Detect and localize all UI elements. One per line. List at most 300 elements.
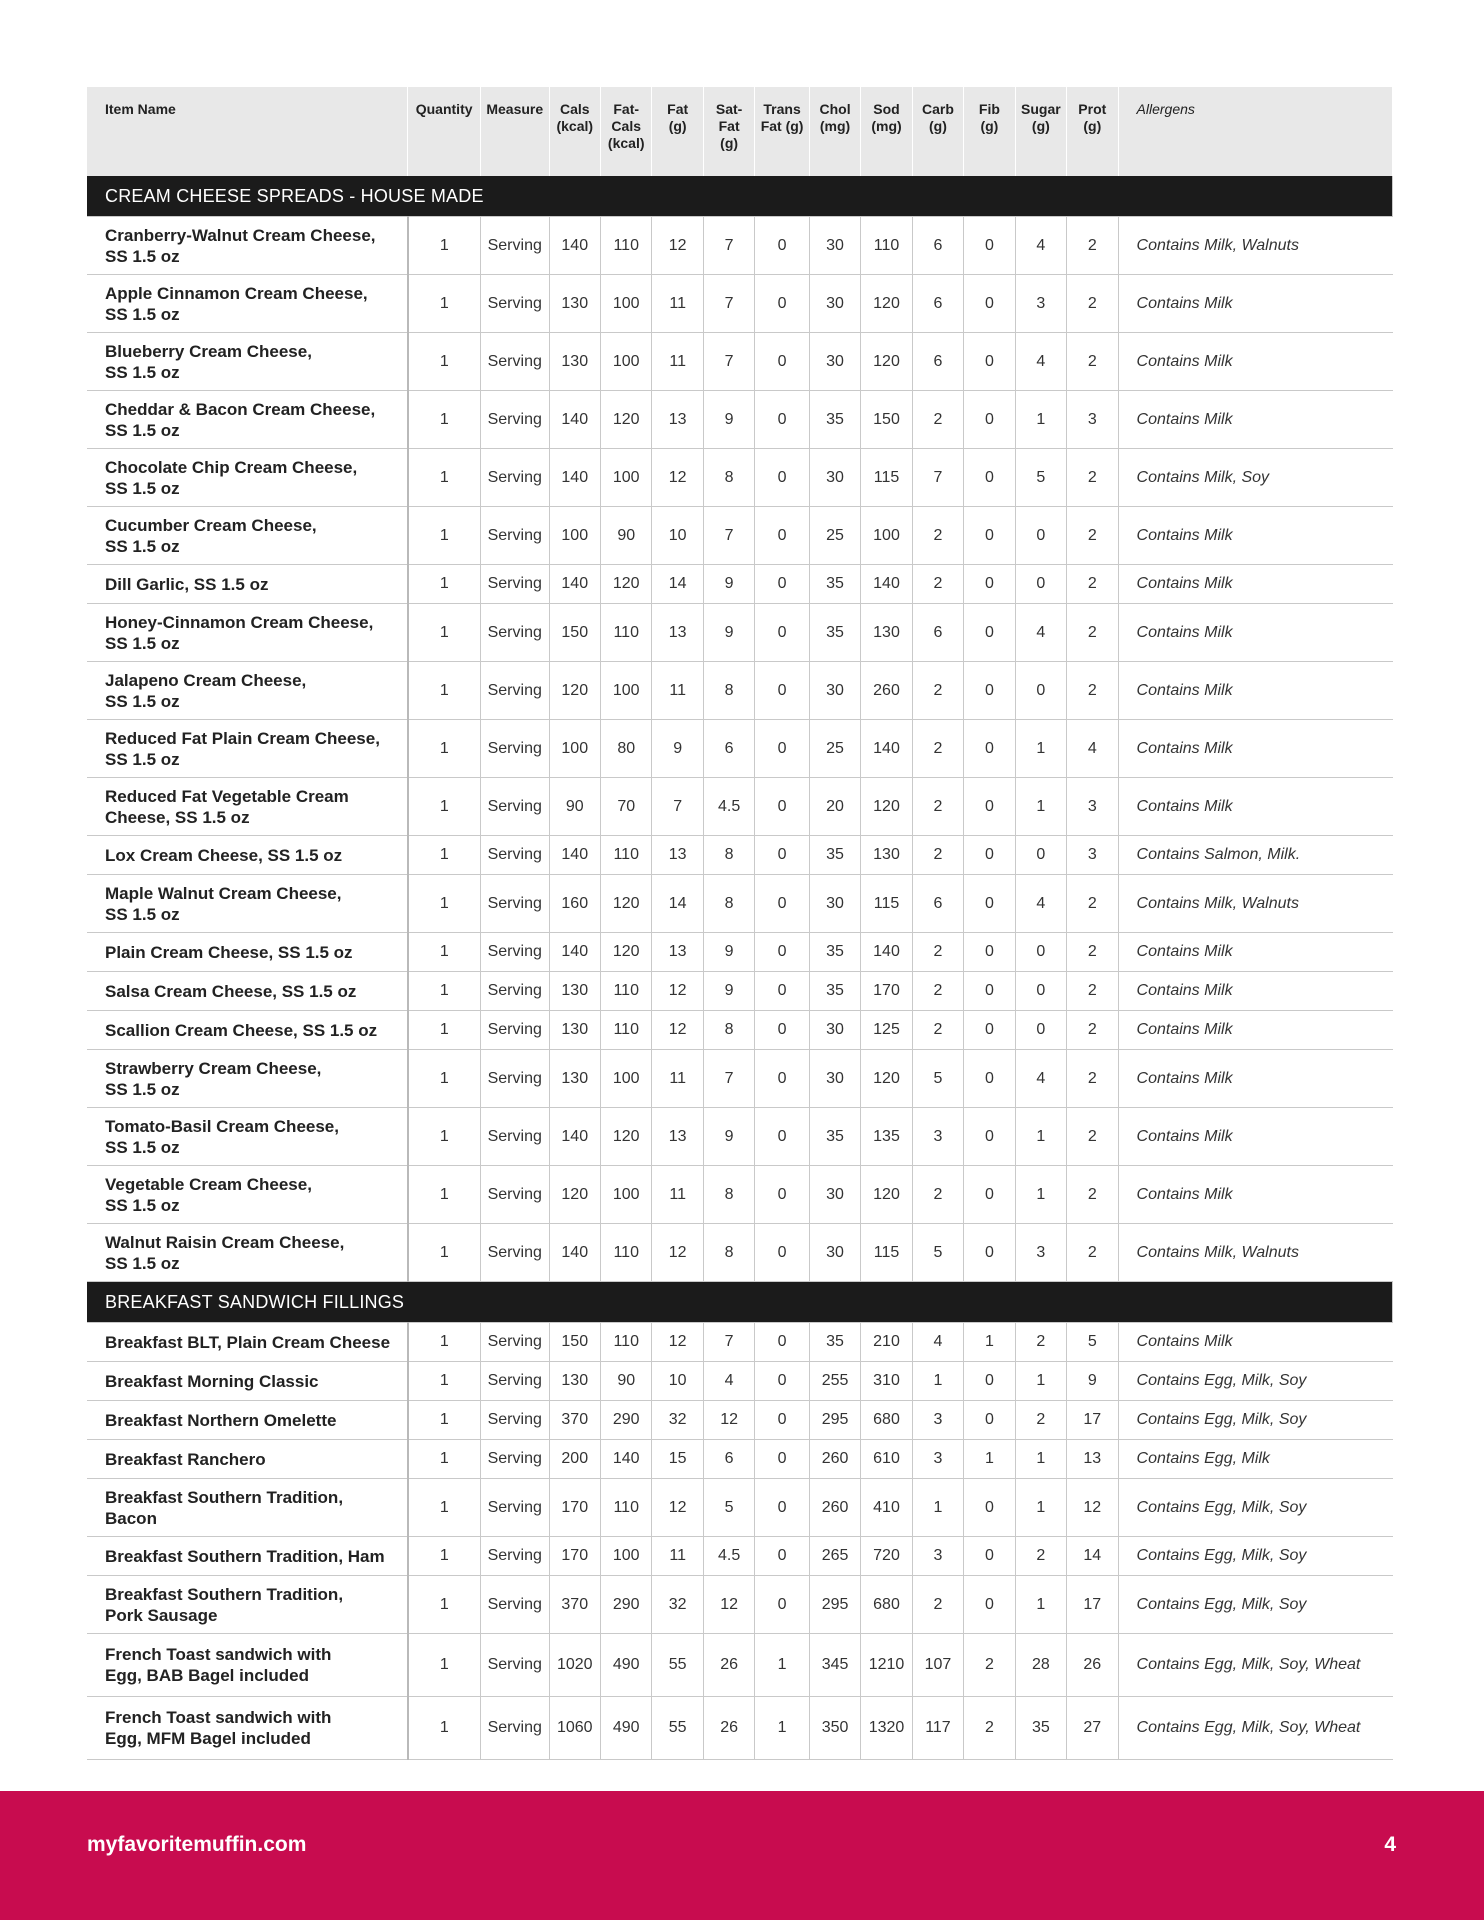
value-cell: 1 [408,836,481,875]
value-cell: 2 [1067,275,1118,333]
value-cell: 1 [408,1050,481,1108]
value-cell: 345 [809,1634,860,1697]
item-name-line: Strawberry Cream Cheese, [105,1058,322,1078]
value-cell: 140 [549,1224,600,1282]
nutrition-table-container [87,87,1393,1760]
value-cell: 3 [912,1440,963,1479]
value-cell: 0 [964,507,1015,565]
value-cell: 11 [652,1050,703,1108]
value-cell: 0 [755,875,809,933]
value-cell: 1 [408,1537,481,1576]
item-name-line: Cheese, SS 1.5 oz [105,807,250,827]
table-row [87,1166,1393,1224]
value-cell: 2 [1067,875,1118,933]
value-cell: 12 [703,1576,754,1634]
value-cell: 130 [549,1050,600,1108]
value-cell: Serving [480,275,549,333]
item-name-cell [87,217,408,275]
value-cell: 2 [912,1166,963,1224]
allergen-cell: Contains Egg, Milk, Soy [1118,1401,1392,1440]
value-cell: 2 [1067,1166,1118,1224]
value-cell: 2 [912,662,963,720]
column-header-line: (g) [1083,118,1102,134]
item-name-line: Breakfast Southern Tradition, [105,1487,344,1507]
item-name-line: Breakfast Southern Tradition, Ham [105,1546,385,1566]
item-name-line: SS 1.5 oz [105,1253,180,1273]
table-row [87,836,1393,875]
value-cell: 4 [1015,875,1066,933]
item-name-cell [87,1050,408,1108]
value-cell: 35 [809,391,860,449]
value-cell: Serving [480,391,549,449]
value-cell: 1 [408,1323,481,1362]
item-name-cell [87,1362,408,1401]
value-cell: 110 [600,604,651,662]
value-cell: 115 [861,875,912,933]
value-cell: 90 [600,507,651,565]
value-cell: 120 [600,933,651,972]
value-cell: 1 [755,1697,809,1760]
value-cell: 7 [703,1323,754,1362]
item-name-cell [87,275,408,333]
allergen-cell: Contains Milk [1118,1050,1392,1108]
value-cell: 6 [703,1440,754,1479]
value-cell: 1 [964,1440,1015,1479]
value-cell: 125 [861,1011,912,1050]
value-cell: 20 [809,778,860,836]
value-cell: 35 [809,565,860,604]
item-name-line: French Toast sandwich with [105,1708,332,1727]
allergen-cell: Contains Milk [1118,507,1392,565]
value-cell: Serving [480,662,549,720]
value-cell: Serving [480,333,549,391]
value-cell: 9 [703,972,754,1011]
value-cell: 4 [703,1362,754,1401]
value-cell: 4 [912,1323,963,1362]
value-cell: 2 [912,391,963,449]
value-cell: 11 [652,333,703,391]
value-cell: 25 [809,507,860,565]
value-cell: 8 [703,875,754,933]
item-name-cell [87,1166,408,1224]
item-name-cell [87,449,408,507]
allergen-cell: Contains Egg, Milk, Soy [1118,1537,1392,1576]
value-cell: 0 [964,1050,1015,1108]
value-cell: 0 [964,972,1015,1011]
allergen-cell: Contains Milk [1118,1011,1392,1050]
value-cell: 0 [964,836,1015,875]
value-cell: 130 [549,1011,600,1050]
value-cell: 135 [861,1108,912,1166]
table-body [87,176,1393,1760]
value-cell: 1 [964,1323,1015,1362]
item-name-line: Egg, BAB Bagel included [105,1666,310,1685]
value-cell: 13 [652,1108,703,1166]
allergen-cell: Contains Salmon, Milk. [1118,836,1392,875]
value-cell: 1 [408,1401,481,1440]
item-name-line: French Toast sandwich with [105,1645,332,1664]
value-cell: 100 [549,720,600,778]
value-cell: 0 [755,720,809,778]
value-cell: 5 [703,1479,754,1537]
column-header [861,87,912,176]
item-name-line: Tomato-Basil Cream Cheese, [105,1116,339,1136]
value-cell: 0 [964,1224,1015,1282]
value-cell: 26 [703,1697,754,1760]
value-cell: 12 [652,972,703,1011]
value-cell: 100 [600,1050,651,1108]
value-cell: Serving [480,1401,549,1440]
column-header-line: Fib [978,101,1000,117]
value-cell: 17 [1067,1401,1118,1440]
value-cell: 30 [809,449,860,507]
value-cell: 2 [1067,972,1118,1011]
page-footer [0,1791,1484,1920]
table-row [87,778,1393,836]
value-cell: 0 [755,391,809,449]
value-cell: 130 [549,972,600,1011]
value-cell: Serving [480,1050,549,1108]
value-cell: 12 [652,1224,703,1282]
value-cell: 12 [652,449,703,507]
value-cell: 35 [809,1323,860,1362]
value-cell: 8 [703,449,754,507]
allergen-cell: Contains Milk [1118,933,1392,972]
value-cell: Serving [480,836,549,875]
header-row [87,87,1393,176]
value-cell: 260 [861,662,912,720]
value-cell: Serving [480,1011,549,1050]
item-name-line: SS 1.5 oz [105,362,180,382]
value-cell: 0 [755,449,809,507]
value-cell: 370 [549,1401,600,1440]
value-cell: 30 [809,217,860,275]
value-cell: 9 [703,933,754,972]
item-name-line: Vegetable Cream Cheese, [105,1174,312,1194]
allergen-cell: Contains Egg, Milk, Soy, Wheat [1118,1634,1392,1697]
item-name-line: Dill Garlic, SS 1.5 oz [105,574,269,594]
value-cell: 210 [861,1323,912,1362]
value-cell: Serving [480,1634,549,1697]
allergen-cell: Contains Egg, Milk, Soy [1118,1576,1392,1634]
item-name-cell [87,1440,408,1479]
table-row [87,1323,1393,1362]
allergen-cell: Contains Milk, Walnuts [1118,217,1392,275]
value-cell: 13 [652,391,703,449]
value-cell: 130 [549,275,600,333]
value-cell: 9 [703,1108,754,1166]
value-cell: 260 [809,1479,860,1537]
item-name-line: SS 1.5 oz [105,749,180,769]
value-cell: 1 [1015,778,1066,836]
value-cell: 2 [1067,604,1118,662]
value-cell: 0 [964,1537,1015,1576]
value-cell: 13 [652,836,703,875]
value-cell: 9 [703,391,754,449]
column-header-line: Prot [1078,101,1107,117]
value-cell: 140 [549,565,600,604]
value-cell: 120 [600,565,651,604]
value-cell: 0 [755,275,809,333]
item-name-line: Walnut Raisin Cream Cheese, [105,1232,345,1252]
table-row [87,933,1393,972]
value-cell: 110 [600,1011,651,1050]
value-cell: 140 [861,565,912,604]
value-cell: 1 [408,1108,481,1166]
column-header-line: Sod [873,101,900,117]
value-cell: 4.5 [703,1537,754,1576]
column-header-line: (mg) [819,118,851,134]
value-cell: 1 [408,1011,481,1050]
value-cell: 1 [408,1697,481,1760]
nutrition-table [87,87,1393,1760]
table-row [87,217,1393,275]
value-cell: 35 [809,604,860,662]
allergen-cell: Contains Milk [1118,720,1392,778]
value-cell: 27 [1067,1697,1118,1760]
value-cell: 8 [703,836,754,875]
value-cell: 0 [964,565,1015,604]
value-cell: 13 [652,933,703,972]
footer-page-number: 4 [1384,1833,1396,1856]
value-cell: 2 [1015,1537,1066,1576]
value-cell: Serving [480,1323,549,1362]
item-name-line: SS 1.5 oz [105,536,180,556]
allergen-cell: Contains Milk [1118,333,1392,391]
value-cell: 110 [600,972,651,1011]
table-row [87,604,1393,662]
value-cell: 1 [408,662,481,720]
column-header-line: Fat [718,118,740,134]
value-cell: 150 [549,1323,600,1362]
item-name-cell [87,333,408,391]
value-cell: 200 [549,1440,600,1479]
value-cell: 9 [1067,1362,1118,1401]
value-cell: 1320 [861,1697,912,1760]
value-cell: 30 [809,275,860,333]
value-cell: 0 [964,449,1015,507]
column-header-line: Cals [611,118,641,134]
column-header-line: Measure [486,101,544,117]
value-cell: 11 [652,275,703,333]
value-cell: 8 [703,1166,754,1224]
column-header-line: (g) [980,118,999,134]
value-cell: 0 [964,1362,1015,1401]
item-name-line: SS 1.5 oz [105,478,180,498]
value-cell: 295 [809,1576,860,1634]
value-cell: 12 [1067,1479,1118,1537]
value-cell: 1 [408,1224,481,1282]
table-row [87,449,1393,507]
value-cell: 1060 [549,1697,600,1760]
value-cell: 0 [755,1479,809,1537]
value-cell: 1 [408,391,481,449]
value-cell: 6 [912,275,963,333]
value-cell: 3 [912,1401,963,1440]
value-cell: 0 [755,217,809,275]
column-header [600,87,651,176]
allergen-cell: Contains Egg, Milk, Soy [1118,1362,1392,1401]
column-header [408,87,481,176]
table-row [87,1440,1393,1479]
value-cell: 0 [755,972,809,1011]
value-cell: 2 [964,1634,1015,1697]
item-name-line: Honey-Cinnamon Cream Cheese, [105,612,374,632]
value-cell: 14 [652,875,703,933]
value-cell: 30 [809,875,860,933]
value-cell: 55 [652,1634,703,1697]
value-cell: 0 [755,1224,809,1282]
column-header-line: Trans [763,101,801,117]
value-cell: 12 [652,1323,703,1362]
value-cell: 28 [1015,1634,1066,1697]
item-name-cell [87,720,408,778]
item-name-line: Apple Cinnamon Cream Cheese, [105,283,368,303]
table-row [87,1011,1393,1050]
value-cell: 140 [861,933,912,972]
value-cell: 10 [652,507,703,565]
value-cell: Serving [480,604,549,662]
table-row [87,1050,1393,1108]
table-row [87,275,1393,333]
value-cell: 490 [600,1634,651,1697]
value-cell: 170 [549,1537,600,1576]
value-cell: 1 [408,275,481,333]
value-cell: 12 [652,1011,703,1050]
value-cell: 490 [600,1697,651,1760]
value-cell: 0 [964,1479,1015,1537]
value-cell: 140 [600,1440,651,1479]
value-cell: 130 [549,333,600,391]
column-header-line: (kcal) [556,118,594,134]
value-cell: 4.5 [703,778,754,836]
value-cell: 0 [755,1323,809,1362]
item-name-line: SS 1.5 oz [105,1195,180,1215]
value-cell: Serving [480,565,549,604]
column-header-line: (kcal) [607,135,645,151]
value-cell: 100 [600,449,651,507]
value-cell: Serving [480,933,549,972]
allergen-cell: Contains Milk [1118,604,1392,662]
item-name-cell [87,604,408,662]
value-cell: 9 [703,565,754,604]
item-name-cell [87,836,408,875]
value-cell: Serving [480,1537,549,1576]
allergen-cell: Contains Milk, Soy [1118,449,1392,507]
value-cell: Serving [480,1440,549,1479]
table-row [87,875,1393,933]
value-cell: 0 [1015,933,1066,972]
value-cell: 90 [549,778,600,836]
value-cell: 120 [861,1050,912,1108]
value-cell: 1 [408,875,481,933]
value-cell: 120 [600,1108,651,1166]
item-name-line: Lox Cream Cheese, SS 1.5 oz [105,845,343,865]
value-cell: 3 [1015,1224,1066,1282]
value-cell: 350 [809,1697,860,1760]
value-cell: 115 [861,1224,912,1282]
value-cell: 4 [1015,1050,1066,1108]
value-cell: 90 [600,1362,651,1401]
value-cell: 120 [861,333,912,391]
value-cell: 0 [1015,836,1066,875]
value-cell: Serving [480,720,549,778]
value-cell: 0 [964,1166,1015,1224]
value-cell: 1 [408,217,481,275]
value-cell: 6 [912,333,963,391]
item-name-line: SS 1.5 oz [105,420,180,440]
section-title: CREAM CHEESE SPREADS - HOUSE MADE [87,176,1393,217]
value-cell: 290 [600,1576,651,1634]
item-name-cell [87,778,408,836]
value-cell: 0 [964,1576,1015,1634]
allergen-cell: Contains Milk [1118,972,1392,1011]
value-cell: 5 [1067,1323,1118,1362]
item-name-line: SS 1.5 oz [105,304,180,324]
column-header-line: Sugar [1021,101,1061,117]
item-name-line: Plain Cream Cheese, SS 1.5 oz [105,942,353,962]
value-cell: 0 [964,875,1015,933]
value-cell: 2 [912,507,963,565]
allergen-cell: Contains Milk [1118,391,1392,449]
value-cell: 1 [1015,1479,1066,1537]
item-name-cell [87,1401,408,1440]
item-name-line: SS 1.5 oz [105,904,180,924]
item-name-cell [87,1479,408,1537]
value-cell: 14 [652,565,703,604]
value-cell: 35 [809,1108,860,1166]
value-cell: 1020 [549,1634,600,1697]
value-cell: 1 [408,933,481,972]
item-name-cell [87,1108,408,1166]
column-header [755,87,809,176]
value-cell: 1 [1015,1576,1066,1634]
value-cell: 0 [1015,565,1066,604]
value-cell: 7 [912,449,963,507]
value-cell: 32 [652,1576,703,1634]
value-cell: 12 [703,1401,754,1440]
item-name-line: SS 1.5 oz [105,1079,180,1099]
column-header [480,87,549,176]
allergen-cell: Contains Milk [1118,275,1392,333]
value-cell: 130 [861,836,912,875]
item-name-cell [87,1576,408,1634]
table-row [87,1401,1393,1440]
value-cell: 1 [1015,720,1066,778]
value-cell: 680 [861,1401,912,1440]
item-name-line: Maple Walnut Cream Cheese, [105,883,342,903]
value-cell: 1 [912,1362,963,1401]
item-name-cell [87,972,408,1011]
item-name-cell [87,875,408,933]
value-cell: 0 [755,565,809,604]
allergen-cell: Contains Milk [1118,565,1392,604]
value-cell: 0 [755,1166,809,1224]
value-cell: 107 [912,1634,963,1697]
column-header [1067,87,1118,176]
value-cell: 120 [861,1166,912,1224]
value-cell: 1 [408,1634,481,1697]
value-cell: 100 [549,507,600,565]
value-cell: 2 [1015,1323,1066,1362]
column-header-line: (g) [1031,118,1050,134]
value-cell: 55 [652,1697,703,1760]
item-name-cell [87,507,408,565]
value-cell: 0 [964,1108,1015,1166]
value-cell: 0 [755,1440,809,1479]
value-cell: 2 [1067,1011,1118,1050]
allergen-cell: Contains Egg, Milk, Soy, Wheat [1118,1697,1392,1760]
